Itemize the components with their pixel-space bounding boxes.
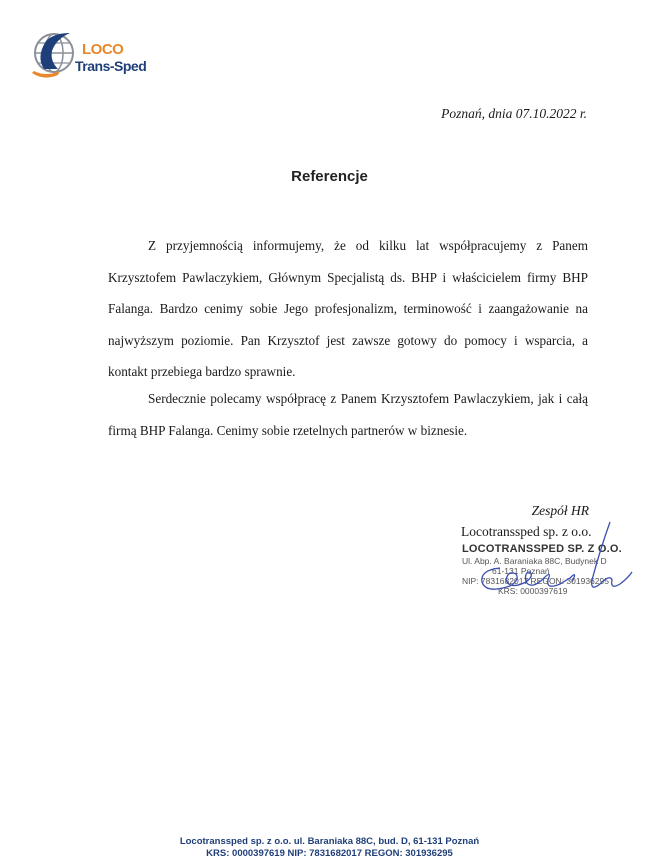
stamp-line-3: 61-131 Poznań	[492, 566, 550, 576]
stamp-line-5: KRS: 0000397619	[498, 586, 568, 596]
stamp-line-1: LOCOTRANSSPED SP. Z O.O.	[462, 543, 622, 555]
signature-company: Locotranssped sp. z o.o.	[461, 524, 592, 539]
company-stamp	[462, 543, 622, 596]
paragraph-1-text: Z przyjemnością informujemy, że od kilku lat współpracujemy z Panem Krzysztofem Pawlaczykiem, Głównym Specjalistą ds. BHP i właścicielem firmy BHP Falanga. Bardzo cenimy sobie Jego profesjonalizm, terminowość i zaangażowanie na najwyższym poziomie. Pan Krzysztof jest zawsze gotowy do pomocy i wsparcia, a kontakt przebiega bardzo sprawnie.	[108, 238, 588, 379]
logo-text-loco: LOCO	[82, 41, 124, 58]
stamp-line-2: Ul. Abp. A. Baraniaka 88C, Budynek D	[462, 556, 607, 566]
stamp-line-4: NIP: 7831682017 REGON: 301936295	[462, 576, 609, 586]
company-logo	[30, 27, 150, 83]
logo-text-trans-sped: Trans-Sped	[75, 58, 147, 74]
page-footer	[0, 836, 659, 860]
paragraph-1	[108, 230, 588, 388]
document-date: Poznań, dnia 07.10.2022 r.	[441, 106, 587, 121]
footer-registration: KRS: 0000397619 NIP: 7831682017 REGON: 301936295	[206, 848, 453, 859]
paragraph-2-text: Serdecznie polecamy współpracę z Panem Krzysztofem Pawlaczykiem, jak i całą firmą BHP Falanga. Cenimy sobie rzetelnych partnerów w biznesie.	[108, 391, 588, 438]
paragraph-2	[108, 383, 588, 446]
footer-address: Locotranssped sp. z o.o. ul. Baraniaka 88C, bud. D, 61-131 Poznań	[179, 836, 480, 847]
signature-team: Zespół HR	[531, 503, 589, 518]
globe-icon	[30, 27, 86, 83]
document-title: Referencje	[291, 168, 368, 185]
